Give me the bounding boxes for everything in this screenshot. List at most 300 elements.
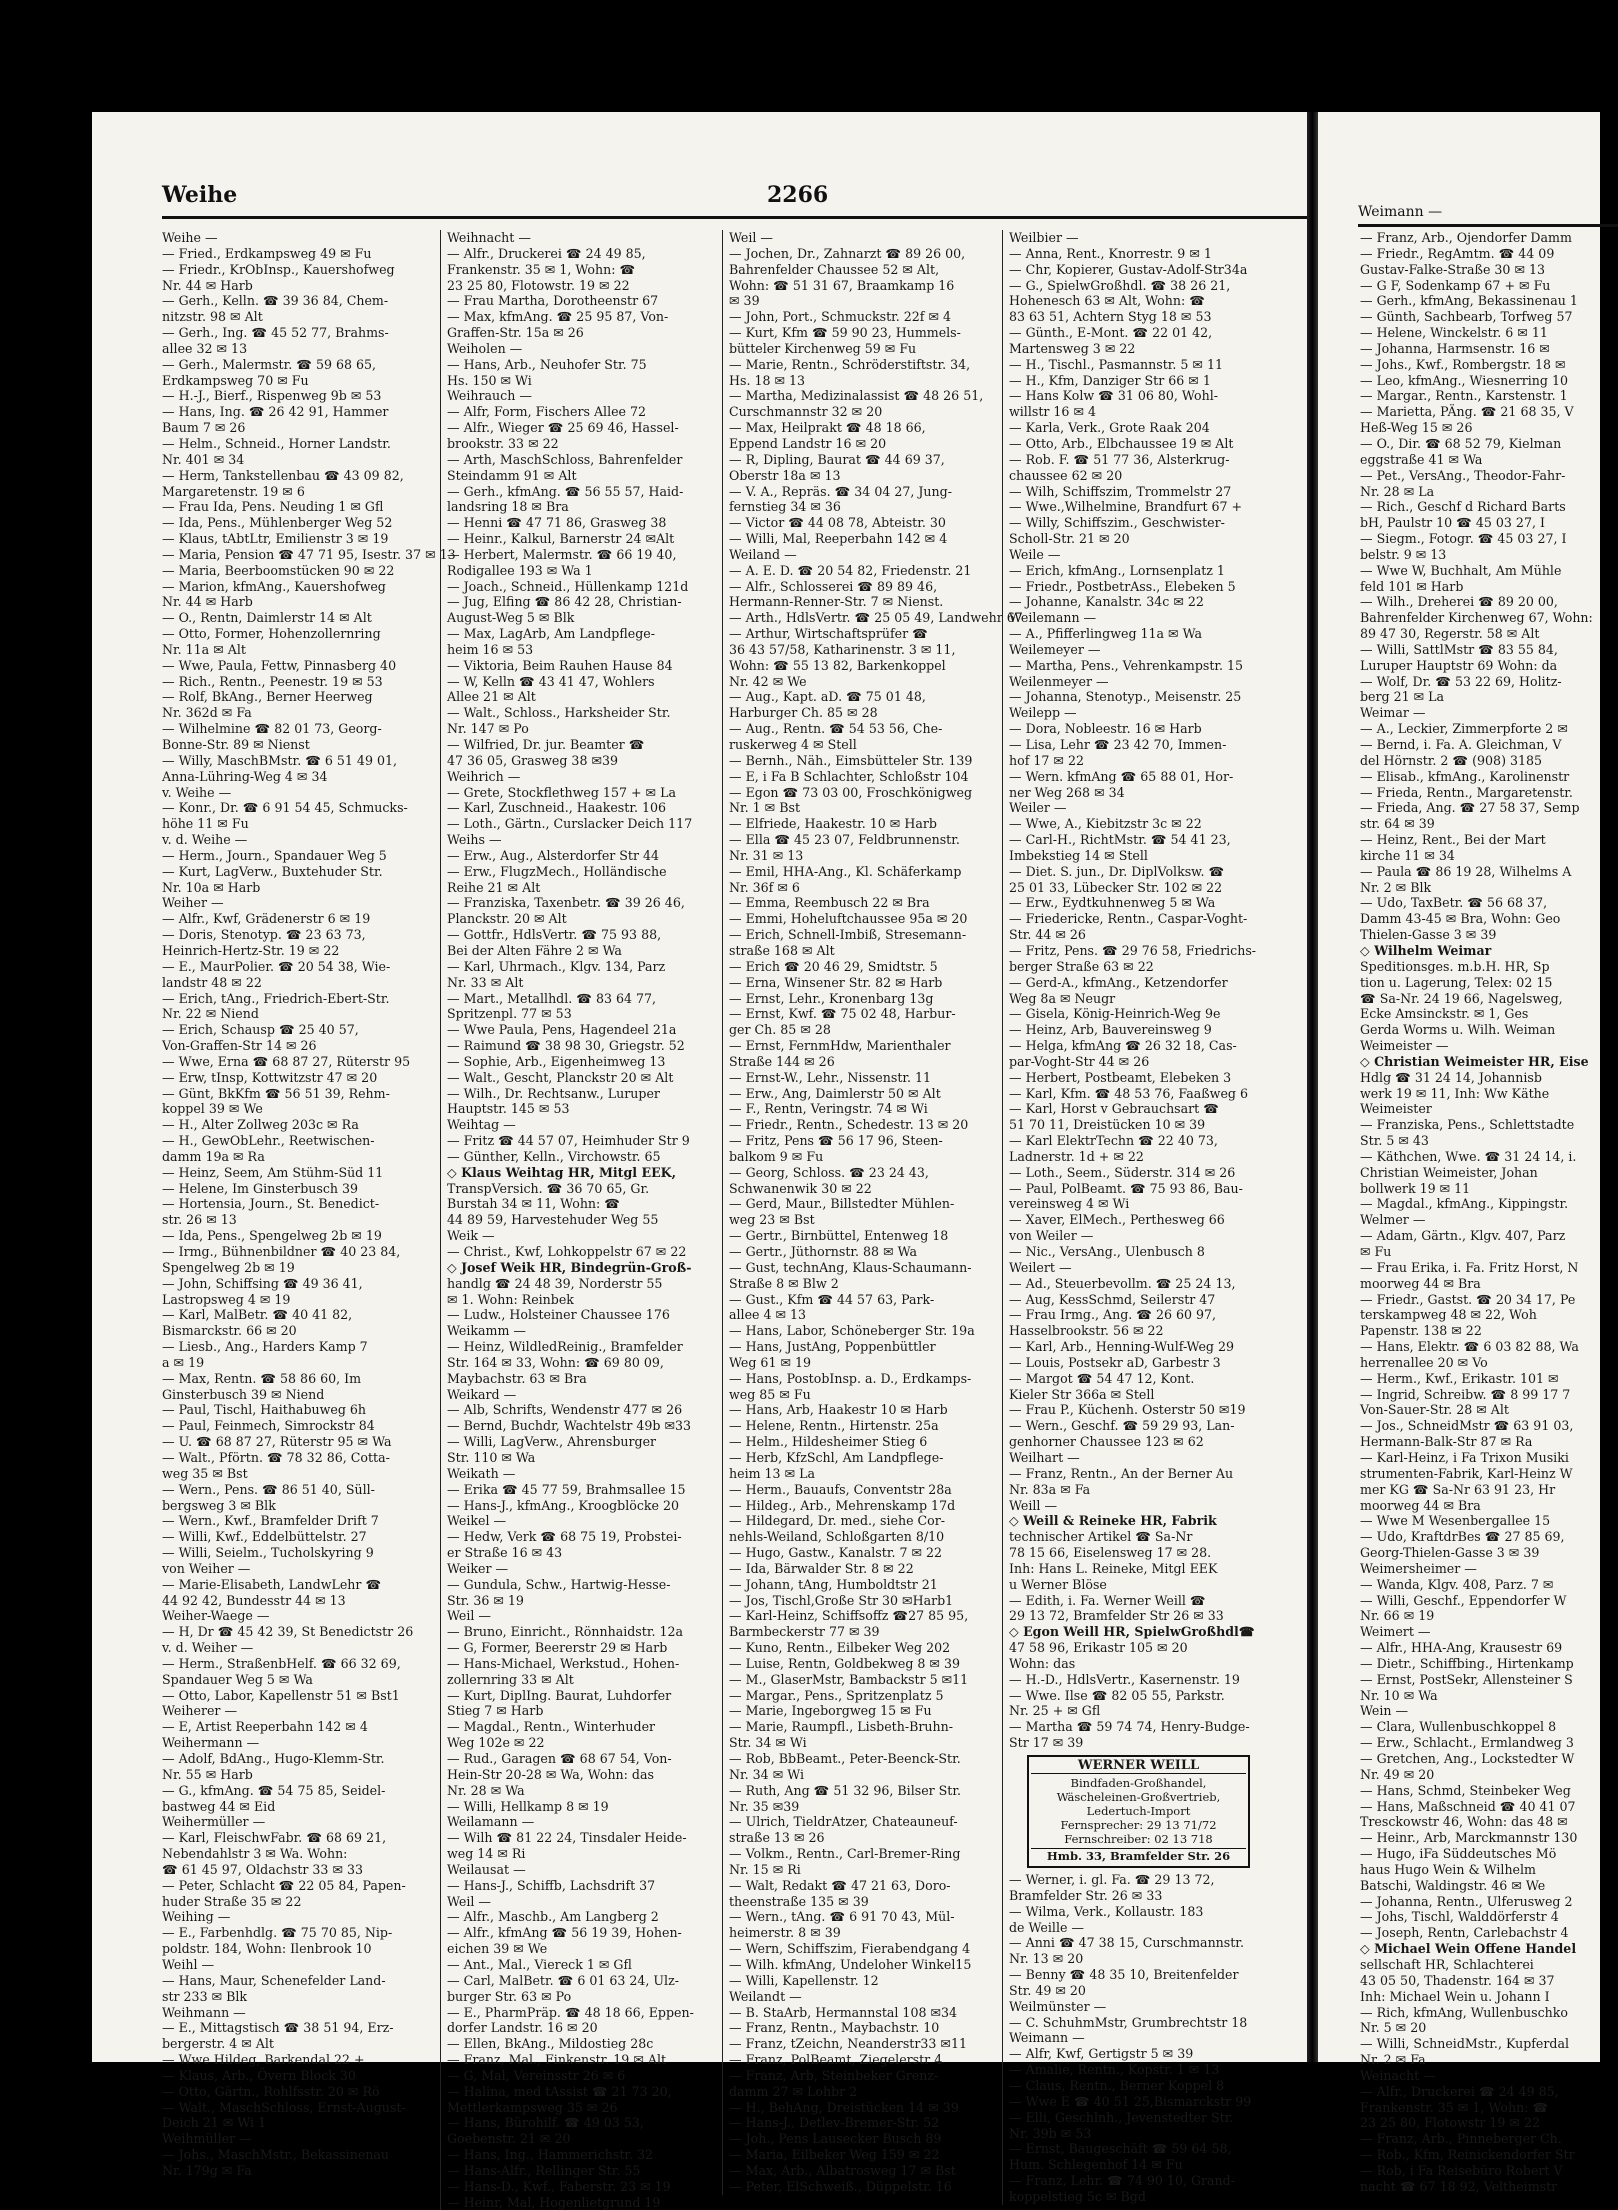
directory-entry-line: par-Voght-Str 44 ✉ 26 xyxy=(1009,1053,1150,1069)
surname-heading: Weihnacht — xyxy=(447,230,531,245)
directory-entry-line: — Gundula, Schw., Hartwig-Hesse- xyxy=(447,1576,671,1592)
directory-entry-line: — U. ☎ 68 87 27, Rüterstr 95 ✉ Wa xyxy=(162,1434,392,1450)
directory-entry-line: 78 15 66, Eiselensweg 17 ✉ 28. xyxy=(1009,1545,1212,1561)
directory-entry-line: — Alfr, Kwf, Gertigstr 5 ✉ 39 xyxy=(1009,2046,1194,2062)
directory-entry-line: — Marie, Rentn., Schröderstiftstr. 34, xyxy=(729,356,971,372)
directory-entry-line: huder Straße 35 ✉ 22 xyxy=(162,1893,302,1909)
surname-heading: Weilenmeyer — xyxy=(1009,673,1109,689)
directory-entry-line: 43 05 50, Thadenstr. 164 ✉ 37 xyxy=(1360,1972,1555,1988)
directory-entry-line: nitzstr. 98 ✉ Alt xyxy=(162,309,263,325)
directory-entry-line: Frankenstr. 35 ✉ 1, Wohn: ☎ xyxy=(1360,2099,1549,2115)
directory-entry-line: — Wwe Hildeg, Barkendal 22 + xyxy=(162,2052,365,2068)
directory-entry-line: — Pet., VersAng., Theodor-Fahr- xyxy=(1360,467,1566,483)
surname-heading: Weikel — xyxy=(447,1513,507,1529)
directory-entry-line: Hermann-Renner-Str. 7 ✉ Nienst. xyxy=(729,594,944,610)
directory-entry-line: Nr. 36f ✉ 6 xyxy=(729,879,800,895)
directory-entry-line: — Heinr, Mal, Hogenlietgrund 19 xyxy=(447,2194,661,2210)
directory-entry-line: — O., Dir. ☎ 68 52 79, Kielman xyxy=(1360,435,1562,451)
directory-entry-line: theenstraße 135 ✉ 39 xyxy=(729,1893,869,1909)
directory-entry-line: Nr. 33 ✉ Alt xyxy=(447,974,524,990)
directory-entry-line: ☎ 61 45 97, Oldachstr 33 ✉ 33 xyxy=(162,1861,364,1877)
directory-entry-line: 89 47 30, Regerstr. 58 ✉ Alt xyxy=(1360,626,1540,642)
directory-entry-line: — Gottfr., HdlsVertr. ☎ 75 93 88, xyxy=(447,927,662,943)
surname-heading: Weilemeyer — xyxy=(1009,641,1101,657)
directory-entry-line: — Wern., Geschf. ☎ 59 29 93, Lan- xyxy=(1009,1418,1235,1434)
directory-entry-line: — Willi, SattlMstr ☎ 83 55 84, xyxy=(1360,641,1558,657)
directory-entry-line: — B. StaArb, Hermannstal 108 ✉34 xyxy=(729,2004,958,2020)
surname-heading: Weihing — xyxy=(162,1909,231,1925)
directory-entry-line: — Hans, Arb, Haakestr 10 ✉ Harb xyxy=(729,1402,948,1418)
directory-entry-line: — Käthchen, Wwe. ☎ 31 24 14, i. xyxy=(1360,1148,1577,1164)
directory-entry-line: — Martha, Pens., Vehrenkampstr. 15 xyxy=(1009,657,1244,673)
directory-entry-line: — Johanne, Kanalstr. 34c ✉ 22 xyxy=(1009,594,1204,610)
directory-entry-line: August-Weg 5 ✉ Blk xyxy=(447,610,575,626)
directory-entry-line: — Elli, Geschlnh., Jevenstedter Str. xyxy=(1009,2109,1234,2125)
directory-entry-line: — E, i Fa B Schlachter, Schloßstr 104 xyxy=(729,768,969,784)
directory-entry-line: Stieg 7 ✉ Harb xyxy=(447,1703,544,1719)
directory-entry-line: Str. 49 ✉ 20 xyxy=(1009,1982,1086,1998)
directory-entry-line: — Max, Heilprakt ☎ 48 18 66, xyxy=(729,420,926,436)
directory-entry-line: — Franz, Rentn., Maybachstr. 10 xyxy=(729,2020,940,2036)
directory-entry-line: — Hortensia, Journ., St. Benedict- xyxy=(162,1196,380,1212)
directory-entry-line: — Franziska, Taxenbetr. ☎ 39 26 46, xyxy=(447,895,685,911)
surname-heading: Weihtag — xyxy=(447,1117,516,1133)
directory-entry-line: Planckstr. 20 ✉ Alt xyxy=(447,911,567,927)
directory-entry-line: — Ulrich, TieldrAtzer, Chateauneuf- xyxy=(729,1814,958,1830)
directory-entry-line: — Ernst, Baugeschäft ☎ 59 64 58, xyxy=(1009,2141,1232,2157)
directory-entry-line: — Heinr., Arb, Marckmannstr 130 xyxy=(1360,1830,1578,1846)
directory-entry-line: Goebenstr. 21 ✉ 20 xyxy=(447,2131,571,2147)
directory-entry-line: — Anna, Rent., Knorrestr. 9 ✉ 1 xyxy=(1009,245,1212,261)
directory-entry-line: — Alfr., Schlosserei ☎ 89 89 46, xyxy=(729,578,938,594)
directory-entry-line: — Helene, Im Ginsterbusch 39 xyxy=(162,1180,359,1196)
directory-entry-line: eggstraße 41 ✉ Wa xyxy=(1360,451,1483,467)
directory-entry-line: — Ida, Pens., Spengelweg 2b ✉ 19 xyxy=(162,1228,382,1244)
directory-entry-line: Str. 164 ✉ 33, Wohn: ☎ 69 80 09, xyxy=(447,1354,664,1370)
directory-entry-line: — Peter, Schlacht ☎ 22 05 84, Papen- xyxy=(162,1877,406,1893)
directory-entry-line: haus Hugo Wein & Wilhelm xyxy=(1360,1861,1536,1877)
directory-entry-line: 23 25 80, Flotowstr 19 ✉ 22 xyxy=(1360,2115,1541,2131)
directory-entry-line: ◇ Egon Weill HR, SpielwGroßhdl☎ xyxy=(1009,1624,1255,1640)
directory-entry-line: — Wern. kfmAng ☎ 65 88 01, Hor- xyxy=(1009,768,1234,784)
directory-entry-line: — Johs., MaschMstr., Bekassinenau xyxy=(162,2147,390,2163)
directory-entry-line: — G, Former, Beererstr 29 ✉ Harb xyxy=(447,1640,668,1656)
directory-entry-line: — A., Leckier, Zimmerpforte 2 ✉ xyxy=(1360,721,1568,737)
directory-entry-line: — Martha, Medizinalassist ☎ 48 26 51, xyxy=(729,388,984,404)
directory-entry-line: — Johann, tAng, Humboldtstr 21 xyxy=(729,1576,938,1592)
directory-entry-line: — Sophie, Arb., Eigenheimweg 13 xyxy=(447,1053,666,1069)
surname-heading: Weiher-Waege — xyxy=(162,1608,270,1624)
directory-entry-line: — Willy, MaschBMstr. ☎ 6 51 49 01, xyxy=(162,752,397,768)
directory-entry-line: herrenallee 20 ✉ Vo xyxy=(1360,1354,1488,1370)
directory-entry-line: — Franz, Arb, Steinbeker Grenz- xyxy=(729,2067,939,2083)
directory-entry-line: — H.-J., Bierf., Rispenweg 9b ✉ 53 xyxy=(162,388,382,404)
directory-entry-line: — Heinz, Rent., Bei der Mart xyxy=(1360,832,1546,848)
directory-entry-line: str 233 ✉ Blk xyxy=(162,1988,248,2004)
directory-entry-line: — Gertr., Jüthornstr. 88 ✉ Wa xyxy=(729,1244,917,1259)
directory-entry-line: — Henni ☎ 47 71 86, Grasweg 38 xyxy=(447,515,667,531)
surname-heading: Weilandt — xyxy=(729,1988,802,2004)
directory-entry-line: — Helene, Rentn., Hirtenstr. 25a xyxy=(729,1418,939,1434)
directory-entry-line: — Karl, MalBetr. ☎ 40 41 82, xyxy=(162,1307,353,1323)
surname-heading: Weihl — xyxy=(162,1956,215,1972)
directory-entry-line: zollernring 33 ✉ Alt xyxy=(447,1671,574,1687)
directory-entry-line: — H., BehAng, Dreistücken 14 ✉ 39 xyxy=(729,2099,959,2115)
directory-entry-line: — Wwe. Ilse ☎ 82 05 55, Parkstr. xyxy=(1009,1687,1225,1703)
directory-entry-line: — Rob, BbBeamt., Peter-Beenck-Str. xyxy=(729,1751,961,1766)
directory-entry-line: — Hedw, Verk ☎ 68 75 19, Probstei- xyxy=(447,1529,682,1545)
directory-entry-line: — H., Alter Zollweg 203c ✉ Ra xyxy=(162,1117,359,1133)
directory-entry-line: — Alfr., kfmAng ☎ 56 19 39, Hohen- xyxy=(447,1925,682,1941)
directory-entry-line: Margaretenstr. 19 ✉ 6 xyxy=(162,483,305,499)
directory-entry-line: moorweg 44 ✉ Bra xyxy=(1360,1275,1481,1291)
directory-entry-line: — Alfr., Druckerei ☎ 24 49 85, xyxy=(1360,2083,1559,2099)
directory-entry-line: — Erich, tAng., Friedrich-Ebert-Str. xyxy=(162,990,390,1006)
directory-entry-line: bergsweg 3 ✉ Blk xyxy=(162,1497,276,1513)
directory-entry-line: — Hans, Ing., Hammerichstr. 32 xyxy=(447,2147,654,2163)
directory-entry-line: Spritzenpl. 77 ✉ 53 xyxy=(447,1006,572,1022)
surname-heading: Weile — xyxy=(1009,546,1061,562)
directory-entry-line: er Straße 16 ✉ 43 xyxy=(447,1545,563,1561)
directory-entry-line: — Herm, Tankstellenbau ☎ 43 09 82, xyxy=(162,467,404,483)
directory-entry-line: — Kurt, DiplIng. Baurat, Luhdorfer xyxy=(447,1687,672,1703)
directory-entry-line: — Wern., Kwf., Bramfelder Drift 7 xyxy=(162,1513,379,1529)
directory-entry-line: Straße 8 ✉ Blw 2 xyxy=(729,1275,839,1291)
directory-entry-line: — Halina, med tAssist ☎ 21 73 20, xyxy=(447,2083,672,2099)
directory-entry-line: — Friedericke, Rentn., Caspar-Voght- xyxy=(1009,911,1248,927)
directory-entry-line: Wohn: das xyxy=(1009,1655,1076,1671)
surname-heading: Weilmünster — xyxy=(1009,1998,1107,2014)
directory-entry-line: — Wwe Paula, Pens, Hagendeel 21a xyxy=(447,1022,677,1038)
directory-entry-line: Hs. 150 ✉ Wi xyxy=(447,372,532,388)
surname-heading: Weiland — xyxy=(729,546,797,562)
directory-entry-line: — Günt, BkKfm ☎ 56 51 39, Rehm- xyxy=(162,1085,390,1101)
directory-entry-line: — Magdal., kfmAng., Kippingstr. xyxy=(1360,1196,1569,1212)
directory-entry-line: Ecke Amsinckstr. ✉ 1, Ges xyxy=(1360,1006,1529,1022)
directory-entry-line: — Erw., Ang, Daimlerstr 50 ✉ Alt xyxy=(729,1085,941,1101)
directory-entry-line: — Alb, Schrifts, Wendenstr 477 ✉ 26 xyxy=(447,1402,683,1418)
directory-entry-line: ◇ Josef Weik HR, Bindegrün-Groß- xyxy=(447,1259,692,1275)
directory-entry-line: — Anni ☎ 47 38 15, Curschmannstr. xyxy=(1009,1935,1244,1951)
directory-entry-line: Frankenstr. 35 ✉ 1, Wohn: ☎ xyxy=(447,261,636,277)
directory-entry-line: 51 70 11, Dreistücken 10 ✉ 39 xyxy=(1009,1117,1206,1133)
surname-heading: Weinacht — xyxy=(1360,2067,1436,2083)
ad-line: Fernschreiber: 02 13 718 xyxy=(1064,1832,1213,1846)
directory-entry-line: — Erich ☎ 20 46 29, Smidtstr. 5 xyxy=(729,958,938,974)
directory-entry-line: — Karl, Kfm. ☎ 48 53 76, Faaßweg 6 xyxy=(1009,1085,1248,1101)
directory-entry-line: — Gretchen, Ang., Lockstedter W xyxy=(1360,1751,1575,1766)
ad-footer: Hmb. 33, Bramfelder Str. 26 xyxy=(1031,1848,1246,1863)
directory-entry-line: — E., Mittagstisch ☎ 38 51 94, Erz- xyxy=(162,2020,394,2036)
directory-entry-line: kirche 11 ✉ 34 xyxy=(1360,847,1455,863)
surname-heading: Weiher — xyxy=(162,895,224,911)
directory-entry-line: — Paul, PolBeamt. ☎ 75 93 86, Bau- xyxy=(1009,1180,1243,1196)
directory-column-3 xyxy=(722,230,1023,2195)
directory-entry-line: Imbekstieg 14 ✉ Stell xyxy=(1009,847,1148,863)
directory-entry-line: allee 4 ✉ 13 xyxy=(729,1307,807,1323)
directory-entry-line: — Heinz, Seem, Am Stühm-Süd 11 xyxy=(162,1164,384,1180)
directory-entry-line: — Irmg., Bühnenbildner ☎ 40 23 84, xyxy=(162,1244,401,1259)
directory-entry-line: Nr. 31 ✉ 13 xyxy=(729,847,804,863)
directory-entry-line: — E., MaurPolier. ☎ 20 54 38, Wie- xyxy=(162,958,391,974)
directory-entry-line: Papenstr. 138 ✉ 22 xyxy=(1360,1323,1482,1339)
directory-entry-line: Spandauer Weg 5 ✉ Wa xyxy=(162,1671,313,1687)
directory-entry-line: — Franz, Lehr. ☎ 74 90 10, Grand- xyxy=(1009,2173,1235,2189)
directory-entry-line: Weg 61 ✉ 19 xyxy=(729,1354,812,1370)
directory-entry-line: — Alfr., Kwf, Grädenerstr 6 ✉ 19 xyxy=(162,911,371,927)
directory-entry-line: — Paul, Feinmech, Simrockstr 84 xyxy=(162,1418,375,1434)
directory-entry-line: — Erw., Eydtkuhnenweg 5 ✉ Wa xyxy=(1009,895,1216,911)
surname-heading: Weihmüller — xyxy=(162,2131,252,2147)
directory-entry-line: Thielen-Gasse 3 ✉ 39 xyxy=(1360,927,1497,943)
directory-entry-line: — Hans, Elektr. ☎ 6 03 82 88, Wa xyxy=(1360,1339,1579,1355)
directory-entry-line: — Rob, i Fa Reisebüro Robert V xyxy=(1360,2162,1563,2178)
directory-entry-line: — Emil, HHA-Ang., Kl. Schäferkamp xyxy=(729,863,962,879)
directory-entry-line: — Wern., Pens. ☎ 86 51 40, Süll- xyxy=(162,1481,375,1497)
directory-entry-line: Weg 8a ✉ Neugr xyxy=(1009,990,1116,1006)
directory-entry-line: — Willi, Hellkamp 8 ✉ 19 xyxy=(447,1798,609,1814)
directory-entry-line: — Wern., tAng. ☎ 6 91 70 43, Mül- xyxy=(729,1909,955,1925)
directory-entry-line: damm 27 ✉ Lohbr 2 xyxy=(729,2083,858,2099)
directory-entry-line: — Aug, KessSchmd, Seilerstr 47 xyxy=(1009,1291,1216,1307)
directory-entry-line: straße 13 ✉ 26 xyxy=(729,1830,825,1846)
directory-entry-line: — Hans-J., kfmAng., Kroogblöcke 20 xyxy=(447,1497,679,1513)
directory-entry-line: — Willi, SchneidMstr., Kupferdal xyxy=(1360,2036,1569,2052)
directory-entry-line: — Helm., Schneid., Horner Landstr. xyxy=(162,435,391,451)
directory-entry-line: — Gisela, König-Heinrich-Weg 9e xyxy=(1009,1006,1221,1022)
directory-entry-line: eichen 39 ✉ We xyxy=(447,1941,548,1957)
directory-entry-line: ger Ch. 85 ✉ 28 xyxy=(729,1022,831,1038)
directory-entry-line: — Wanda, Klgv. 408, Parz. 7 ✉ xyxy=(1360,1576,1554,1592)
ad-line: Ledertuch-Import xyxy=(1086,1804,1191,1818)
directory-entry-line: landsring 18 ✉ Bra xyxy=(447,499,569,515)
directory-entry-line: — Hans, Labor, Schöneberger Str. 19a xyxy=(729,1323,975,1339)
directory-entry-line: brookstr. 33 ✉ 22 xyxy=(447,435,559,451)
directory-entry-line: — Karl, Zuschneid., Haakestr. 106 xyxy=(447,800,667,816)
directory-entry-line: — Hans, Ing. ☎ 26 42 91, Hammer xyxy=(162,404,389,420)
directory-entry-line: — Egon ☎ 73 03 00, Froschkönigweg xyxy=(729,784,973,800)
directory-entry-line: — Elfriede, Haakestr. 10 ✉ Harb xyxy=(729,816,937,832)
directory-entry-line: — Hans, Maur, Schenefelder Land- xyxy=(162,1972,386,1988)
directory-entry-line: — O., Rentn, Daimlerstr 14 ✉ Alt xyxy=(162,610,372,626)
directory-entry-line: — Hans-Alfr., Rellinger Str. 55 xyxy=(447,2162,641,2178)
directory-entry-line: — Fritz, Pens. ☎ 29 76 58, Friedrichs- xyxy=(1009,942,1257,958)
directory-entry-line: — Grete, Stockflethweg 157 + ✉ La xyxy=(447,784,676,800)
directory-entry-line: — Bernh., Näh., Eimsbütteler Str. 139 xyxy=(729,752,973,768)
directory-entry-line: Nr. 13 ✉ 20 xyxy=(1009,1951,1084,1967)
directory-entry-line: Nr. 42 ✉ We xyxy=(729,673,807,689)
directory-entry-line: — Friedr., Rentn., Schedestr. 13 ✉ 20 xyxy=(729,1117,969,1133)
surname-heading: Weil — xyxy=(447,1893,492,1909)
directory-entry-line: 47 36 05, Grasweg 38 ✉39 xyxy=(447,752,619,768)
directory-entry-line: Georg-Thielen-Gasse 3 ✉ 39 xyxy=(1360,1545,1540,1561)
page-number: 2266 xyxy=(767,182,829,208)
directory-entry-line: Inh: Michael Wein u. Johann I xyxy=(1360,1988,1550,2004)
directory-entry-line: — H., Tischl., Pasmannstr. 5 ✉ 11 xyxy=(1009,356,1223,372)
directory-entry-line: — Wwe.,Wilhelmine, Brandfurt 67 + xyxy=(1009,499,1243,515)
directory-entry-line: — Max, Rentn. ☎ 58 86 60, Im xyxy=(162,1370,362,1386)
directory-entry-line: — Alfr., Maschb., Am Langberg 2 xyxy=(447,1909,659,1925)
directory-entry-line: — A., Pfifferlingweg 11a ✉ Wa xyxy=(1009,626,1202,642)
directory-entry-line: ◇ Klaus Weihtag HR, Mitgl EEK, xyxy=(447,1164,677,1180)
directory-entry-line: Martensweg 3 ✉ 22 xyxy=(1009,340,1136,356)
directory-entry-line: — Karl, FleischwFabr. ☎ 68 69 21, xyxy=(162,1830,387,1846)
directory-entry-line: heimerstr. 8 ✉ 39 xyxy=(729,1925,841,1941)
directory-entry-line: Nr. 362d ✉ Fa xyxy=(162,705,252,721)
directory-entry-line: — Franz, Arb., Pinneberger Ch. xyxy=(1360,2131,1562,2147)
surname-heading: Weilamann — xyxy=(447,1814,535,1830)
directory-entry-line: — Adolf, BdAng., Hugo-Klemm-Str. xyxy=(162,1751,385,1766)
directory-entry-line: — Hans-J., Detlev-Bremer-Str. 52 xyxy=(729,2115,940,2131)
directory-entry-line: — M., GlaserMstr, Bambackstr 5 ✉11 xyxy=(729,1671,969,1687)
surname-heading: Weiker — xyxy=(447,1560,509,1576)
directory-entry-line: — Gertr., Birnbüttel, Entenweg 18 xyxy=(729,1228,949,1244)
directory-entry-line: terskampweg 48 ✉ 22, Woh xyxy=(1360,1307,1537,1323)
directory-entry-line: Nr. 11a ✉ Alt xyxy=(162,641,246,657)
directory-entry-line: — Erna, Winsener Str. 82 ✉ Harb xyxy=(729,974,943,990)
directory-entry-line: — Hans, PostobInsp. a. D., Erdkamps- xyxy=(729,1370,972,1386)
directory-entry-line: ruskerweg 4 ✉ Stell xyxy=(729,737,857,752)
directory-entry-line: — Hans, Bürohilf. ☎ 49 03 53, xyxy=(447,2115,644,2131)
directory-entry-line: — Ida, Pens., Mühlenberger Weg 52 xyxy=(162,515,393,531)
directory-entry-line: — Hans, Maßschneid ☎ 40 41 07 xyxy=(1360,1798,1576,1814)
directory-entry-line: 44 92 42, Bundesstr 44 ✉ 13 xyxy=(162,1592,346,1608)
directory-entry-line: — Heinr., Kalkul, Barnerstr 24 ✉Alt xyxy=(447,531,675,547)
directory-entry-line: moorweg 44 ✉ Bra xyxy=(1360,1497,1481,1513)
directory-column-1 xyxy=(162,230,456,2179)
directory-entry-line: — Martha ☎ 59 74 74, Henry-Budge- xyxy=(1009,1719,1250,1735)
directory-entry-line: a ✉ 19 xyxy=(162,1354,205,1370)
directory-entry-line: — Willi, Kwf., Eddelbüttelstr. 27 xyxy=(162,1529,367,1545)
directory-entry-line: — Rob., Kfm, Reinickendorfer Str xyxy=(1360,2147,1575,2163)
surname-heading: Weill — xyxy=(1009,1497,1058,1513)
directory-entry-line: — Wilh. kfmAng, Undeloher Winkel15 xyxy=(729,1956,972,1972)
directory-entry-line: — Wilh., Dr. Rechtsanw., Luruper xyxy=(447,1085,660,1101)
directory-entry-line: straße 168 ✉ Alt xyxy=(729,942,835,958)
directory-entry-line: — Rich, kfmAng, Wullenbuschko xyxy=(1360,2004,1568,2020)
directory-entry-line: — Erw, tInsp, Kottwitzstr 47 ✉ 20 xyxy=(162,1069,378,1085)
directory-entry-line: — H, Dr ☎ 45 42 39, St Benedictstr 26 xyxy=(162,1624,414,1640)
directory-entry-line: — Heinz, WildledReinig., Bramfelder xyxy=(447,1339,683,1355)
directory-entry-line: del Hörnstr. 2 ☎ (908) 3185 xyxy=(1360,752,1543,768)
directory-entry-line: koppelstieg 5c ✉ Bgd xyxy=(1009,2188,1146,2204)
directory-entry-line: Mettlerkampsweg 35 ✉ 26 xyxy=(447,2099,618,2115)
directory-entry-line: TranspVersich. ☎ 36 70 65, Gr. xyxy=(447,1180,650,1196)
directory-entry-line: — Carl-H., RichtMstr. ☎ 54 41 23, xyxy=(1009,832,1231,848)
directory-entry-line: — Franz, Rentn., An der Berner Au xyxy=(1009,1465,1234,1481)
directory-entry-line: Erdkampsweg 70 ✉ Fu xyxy=(162,372,309,388)
surname-heading: von Weiher — xyxy=(162,1560,251,1576)
directory-entry-line: — Ernst, PostSekr, Allensteiner S xyxy=(1360,1671,1573,1687)
surname-heading: Wein — xyxy=(1360,1703,1409,1719)
surname-heading: Weilbier — xyxy=(1009,230,1079,245)
directory-entry-line: — Fritz, Pens ☎ 56 17 96, Steen- xyxy=(729,1133,943,1149)
directory-entry-line: Nr. 2 ✉ Blk xyxy=(1360,879,1432,895)
directory-entry-line: — Frieda, Ang. ☎ 27 58 37, Semp xyxy=(1360,800,1580,816)
directory-entry-line: Ladnerstr. 1d + ✉ 22 xyxy=(1009,1148,1144,1164)
directory-entry-line: Nebendahlstr 3 ✉ Wa. Wohn: xyxy=(162,1846,348,1862)
directory-entry-line: weg 35 ✉ Bst xyxy=(162,1465,248,1481)
directory-entry-line: bollwerk 19 ✉ 11 xyxy=(1360,1180,1471,1196)
directory-entry-line: — Wilhelmine ☎ 82 01 73, Georg- xyxy=(162,721,382,737)
directory-entry-line: Gustav-Falke-Straße 30 ✉ 13 xyxy=(1360,261,1546,277)
directory-entry-line: Nr. 25 + ✉ Gfl xyxy=(1009,1703,1101,1719)
directory-entry-line: Burstah 34 ✉ 11, Wohn: ☎ xyxy=(447,1196,620,1212)
directory-entry-line: — Max, LagArb, Am Landpflege- xyxy=(447,626,655,642)
directory-entry-line: Str. 44 ✉ 26 xyxy=(1009,927,1086,943)
directory-entry-line: — Walt., Pförtn. ☎ 78 32 86, Cotta- xyxy=(162,1449,390,1465)
directory-entry-line: Baum 7 ✉ 26 xyxy=(162,420,246,436)
directory-entry-line: — Gust, technAng, Klaus-Schaumann- xyxy=(729,1259,972,1275)
directory-entry-line: handlg ☎ 24 48 39, Norderstr 55 xyxy=(447,1275,663,1291)
advertisement-box xyxy=(1027,1755,1250,1868)
directory-entry-line: — Max, kfmAng. ☎ 25 95 87, Von- xyxy=(447,309,669,325)
directory-entry-line: — Johanna, Harmsenstr. 16 ✉ xyxy=(1360,340,1550,356)
directory-entry-line: — Wilh, Schiffszim, Trommelstr 27 xyxy=(1009,483,1232,499)
directory-entry-line: Rodigallee 193 ✉ Wa 1 xyxy=(447,562,593,578)
directory-entry-line: — Günth, Sachbearb, Torfweg 57 xyxy=(1360,309,1573,325)
directory-entry-line: strumenten-Fabrik, Karl-Heinz W xyxy=(1360,1465,1573,1481)
directory-entry-line: nacht ☎ 67 18 92, Veltheimstr xyxy=(1360,2178,1558,2194)
directory-entry-line: — Walt., Gescht, Planckstr 20 ✉ Alt xyxy=(447,1069,674,1085)
surname-heading: Weilausat — xyxy=(447,1861,526,1877)
directory-entry-line: — G., SpielwGroßhdl. ☎ 38 26 21, xyxy=(1009,277,1231,293)
directory-entry-line: — Hildeg., Arb., Mehrenskamp 17d xyxy=(729,1497,956,1513)
directory-entry-line: — Diet. S. jun., Dr. DiplVolksw. ☎ xyxy=(1009,863,1225,879)
directory-column-4 xyxy=(1002,230,1273,2205)
directory-entry-line: — Gerh., kfmAng. ☎ 56 55 57, Haid- xyxy=(447,483,684,499)
directory-entry-line: — Helene, Winckelstr. 6 ✉ 11 xyxy=(1360,325,1548,341)
directory-entry-line: Lastropsweg 4 ✉ 19 xyxy=(162,1291,291,1307)
directory-entry-line: — F., Rentn, Veringstr. 74 ✉ Wi xyxy=(729,1101,928,1117)
directory-entry-line: — Paul, Tischl, Haithabuweg 6h xyxy=(162,1402,367,1418)
directory-entry-line: — Louis, Postsekr aD, Garbestr 3 xyxy=(1009,1354,1221,1370)
directory-entry-line: Nr. 34 ✉ Wi xyxy=(729,1766,804,1782)
surname-heading: Weihermüller — xyxy=(162,1814,266,1830)
directory-entry-line: — Gerh., Kelln. ☎ 39 36 84, Chem- xyxy=(162,293,389,309)
ad-line: Wäscheleinen-Großvertrieb, xyxy=(1056,1790,1221,1804)
directory-entry-line: genhorner Chaussee 123 ✉ 62 xyxy=(1009,1434,1204,1450)
directory-entry-line: — Franziska, Pens., Schlettstadte xyxy=(1360,1117,1575,1133)
surname-heading: v. d. Weihe — xyxy=(162,832,248,848)
directory-entry-line: — Hildegard, Dr. med., siehe Cor- xyxy=(729,1513,946,1529)
directory-entry-line: — Arth, MaschSchloss, Bahrenfelder xyxy=(447,451,683,467)
directory-entry-line: Hasselbrookstr. 56 ✉ 22 xyxy=(1009,1323,1164,1339)
surname-heading: Weihrich — xyxy=(447,768,521,784)
directory-entry-line: — Erw., Schlacht., Ermlandweg 3 xyxy=(1360,1735,1574,1751)
surname-heading: Weil — xyxy=(729,230,774,245)
directory-entry-line: — Hans, Schmd, Steinbeker Weg xyxy=(1360,1782,1571,1798)
directory-entry-line: — Bernd, i. Fa. A. Gleichman, V xyxy=(1360,737,1562,752)
directory-entry-line: — Doris, Stenotyp. ☎ 23 63 73, xyxy=(162,927,366,943)
directory-entry-line: — Hugo, Gastw., Kanalstr. 7 ✉ 22 xyxy=(729,1545,943,1561)
directory-entry-line: — Ernst, FernmHdw, Marienthaler xyxy=(729,1038,951,1054)
directory-entry-line: — Clara, Wullenbuschkoppel 8 xyxy=(1360,1719,1557,1735)
directory-entry-line: — Gust., Kfm ☎ 44 57 63, Park- xyxy=(729,1291,935,1307)
directory-entry-line: — Günth., E-Mont. ☎ 22 01 42, xyxy=(1009,325,1213,341)
directory-entry-line: — Karl, Arb., Henning-Wulf-Weg 29 xyxy=(1009,1339,1234,1355)
directory-entry-line: — Loth., Seem., Süderstr. 314 ✉ 26 xyxy=(1009,1164,1236,1180)
directory-entry-line: u Werner Blöse xyxy=(1009,1576,1107,1592)
directory-entry-line: — Paula ☎ 86 19 28, Wilhelms A xyxy=(1360,863,1572,879)
directory-entry-line: weg 23 ✉ Bst xyxy=(729,1212,815,1228)
directory-entry-line: — Herbert, Postbeamt, Elebeken 3 xyxy=(1009,1069,1232,1085)
directory-entry-line: vereinsweg 4 ✉ Wi xyxy=(1009,1196,1130,1212)
directory-entry-line: — G., kfmAng. ☎ 54 75 85, Seidel- xyxy=(162,1782,386,1798)
directory-entry-line: 29 13 72, Bramfelder Str 26 ✉ 33 xyxy=(1009,1608,1224,1624)
directory-entry-line: — Arthur, Wirtschaftsprüfer ☎ xyxy=(729,626,928,642)
directory-entry-line: — E, Artist Reeperbahn 142 ✉ 4 xyxy=(162,1719,368,1735)
